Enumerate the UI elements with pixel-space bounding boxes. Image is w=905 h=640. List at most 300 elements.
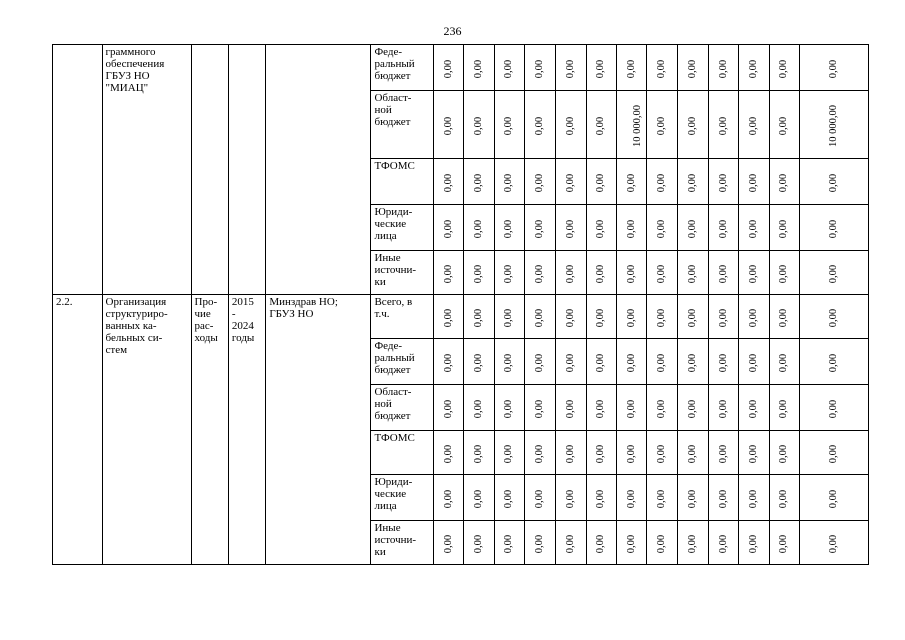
amount-value: 0,00 (473, 489, 485, 508)
amount-value: 0,00 (778, 59, 790, 78)
amount-value: 0,00 (595, 489, 607, 508)
amount-value: 0,00 (748, 489, 760, 508)
amount-value: 0,00 (625, 219, 637, 238)
funding-source-cell: Иные источни- ки (371, 251, 434, 295)
amount-cell (617, 205, 647, 251)
amount-value: 0,00 (686, 116, 698, 135)
amount-value: 0,00 (717, 116, 729, 135)
amount-value: 0,00 (442, 444, 454, 463)
amount-value: 0,00 (717, 489, 729, 508)
funding-source-cell: Всего, в т.ч. (371, 295, 434, 339)
amount-value: 0,00 (595, 308, 607, 327)
amount-cell (525, 45, 556, 91)
amount-value: 0,00 (625, 264, 637, 283)
amount-cell (556, 521, 586, 565)
amount-cell (739, 475, 769, 521)
amount-value: 0,00 (565, 353, 577, 372)
amount-value: 0,00 (656, 173, 668, 192)
amount-cell (464, 339, 494, 385)
amount-value: 0,00 (828, 353, 840, 372)
amount-cell (494, 431, 524, 475)
amount-value: 0,00 (473, 173, 485, 192)
amount-cell (677, 251, 708, 295)
amount-cell (709, 205, 739, 251)
amount-cell (800, 385, 869, 431)
amount-value: 0,00 (625, 59, 637, 78)
amount-value: 0,00 (625, 444, 637, 463)
amount-cell (464, 475, 494, 521)
amount-value: 0,00 (534, 219, 546, 238)
amount-value: 0,00 (778, 264, 790, 283)
amount-cell (464, 45, 494, 91)
amount-cell (556, 431, 586, 475)
amount-value: 0,00 (595, 353, 607, 372)
amount-value: 0,00 (717, 399, 729, 418)
amount-value: 0,00 (565, 264, 577, 283)
amount-cell (709, 91, 739, 159)
amount-cell (586, 339, 616, 385)
amount-value: 0,00 (565, 116, 577, 135)
amount-value: 0,00 (828, 534, 840, 553)
amount-value: 0,00 (656, 534, 668, 553)
amount-value: 0,00 (503, 444, 515, 463)
amount-cell (769, 251, 799, 295)
amount-cell (464, 91, 494, 159)
amount-cell (677, 159, 708, 205)
table-row (53, 45, 869, 91)
amount-value: 0,00 (748, 116, 760, 135)
amount-value: 0,00 (473, 534, 485, 553)
amount-cell (525, 251, 556, 295)
amount-value: 0,00 (828, 219, 840, 238)
amount-value: 0,00 (748, 308, 760, 327)
amount-value: 0,00 (656, 489, 668, 508)
amount-value: 0,00 (442, 308, 454, 327)
amount-value: 0,00 (473, 444, 485, 463)
executor-cell (266, 45, 371, 295)
amount-value: 0,00 (717, 173, 729, 192)
amount-cell (800, 295, 869, 339)
amount-value: 0,00 (565, 308, 577, 327)
amount-value: 0,00 (686, 444, 698, 463)
amount-value: 0,00 (717, 308, 729, 327)
amount-value: 0,00 (686, 219, 698, 238)
amount-value: 0,00 (717, 59, 729, 78)
amount-value: 0,00 (503, 534, 515, 553)
amount-value: 0,00 (442, 534, 454, 553)
amount-value: 0,00 (442, 116, 454, 135)
amount-cell (525, 205, 556, 251)
amount-value: 0,00 (534, 534, 546, 553)
amount-cell (586, 91, 616, 159)
amount-cell (434, 339, 464, 385)
amount-value: 0,00 (828, 399, 840, 418)
amount-cell (800, 205, 869, 251)
amount-cell (739, 45, 769, 91)
amount-cell (434, 295, 464, 339)
amount-value: 0,00 (625, 173, 637, 192)
amount-value: 0,00 (828, 444, 840, 463)
amount-cell (586, 431, 616, 475)
amount-cell (556, 295, 586, 339)
amount-cell (617, 339, 647, 385)
amount-cell (525, 339, 556, 385)
amount-value: 0,00 (442, 264, 454, 283)
amount-cell (677, 475, 708, 521)
amount-cell (800, 339, 869, 385)
amount-cell (494, 385, 524, 431)
amount-cell (586, 45, 616, 91)
amount-cell (739, 295, 769, 339)
amount-cell (647, 45, 677, 91)
amount-value: 0,00 (534, 353, 546, 372)
amount-cell (769, 385, 799, 431)
amount-cell (647, 91, 677, 159)
amount-cell (494, 45, 524, 91)
amount-cell (525, 475, 556, 521)
amount-cell (769, 475, 799, 521)
amount-cell (677, 339, 708, 385)
amount-cell (647, 475, 677, 521)
amount-cell (709, 385, 739, 431)
amount-cell (769, 431, 799, 475)
amount-cell (647, 205, 677, 251)
amount-cell (556, 475, 586, 521)
amount-cell (769, 339, 799, 385)
amount-cell (556, 205, 586, 251)
amount-cell (709, 475, 739, 521)
amount-cell (709, 159, 739, 205)
amount-value: 0,00 (778, 399, 790, 418)
amount-cell (677, 205, 708, 251)
amount-value: 0,00 (503, 489, 515, 508)
amount-value: 0,00 (473, 59, 485, 78)
amount-cell (739, 521, 769, 565)
amount-cell (800, 159, 869, 205)
amount-value: 10 000,00 (828, 104, 840, 147)
amount-value: 0,00 (625, 489, 637, 508)
amount-cell (709, 251, 739, 295)
amount-value: 0,00 (686, 173, 698, 192)
amount-value: 0,00 (473, 116, 485, 135)
amount-cell (494, 521, 524, 565)
amount-cell (647, 159, 677, 205)
amount-value: 0,00 (503, 59, 515, 78)
amount-cell (709, 339, 739, 385)
amount-cell (617, 521, 647, 565)
amount-value: 0,00 (534, 399, 546, 418)
amount-cell (739, 251, 769, 295)
amount-cell (647, 431, 677, 475)
amount-value: 0,00 (717, 219, 729, 238)
amount-value: 0,00 (442, 489, 454, 508)
amount-cell (434, 521, 464, 565)
amount-cell (494, 205, 524, 251)
amount-value: 0,00 (717, 444, 729, 463)
amount-value: 0,00 (828, 264, 840, 283)
amount-value: 0,00 (565, 534, 577, 553)
amount-value: 0,00 (717, 353, 729, 372)
amount-cell (617, 159, 647, 205)
amount-value: 0,00 (442, 399, 454, 418)
amount-value: 0,00 (442, 353, 454, 372)
amount-cell (617, 431, 647, 475)
amount-value: 0,00 (748, 444, 760, 463)
amount-cell (494, 475, 524, 521)
amount-value: 0,00 (656, 399, 668, 418)
amount-cell (556, 45, 586, 91)
amount-cell (464, 431, 494, 475)
amount-value: 0,00 (565, 219, 577, 238)
amount-cell (647, 385, 677, 431)
amount-value: 0,00 (442, 219, 454, 238)
amount-cell (586, 205, 616, 251)
amount-value: 0,00 (778, 534, 790, 553)
amount-value: 0,00 (828, 59, 840, 78)
amount-cell (434, 475, 464, 521)
amount-value: 0,00 (828, 489, 840, 508)
amount-value: 0,00 (778, 353, 790, 372)
row-index-cell: 2.2. (53, 295, 103, 565)
amount-value: 0,00 (686, 59, 698, 78)
period-cell (228, 45, 265, 295)
amount-value: 0,00 (534, 444, 546, 463)
amount-value: 0,00 (565, 59, 577, 78)
amount-value: 0,00 (565, 399, 577, 418)
amount-cell (525, 159, 556, 205)
budget-table (52, 44, 869, 565)
amount-value: 0,00 (686, 489, 698, 508)
amount-value: 0,00 (565, 173, 577, 192)
funding-source-cell: ТФОМС (371, 159, 434, 205)
amount-cell (525, 91, 556, 159)
amount-value: 0,00 (717, 264, 729, 283)
amount-value: 0,00 (656, 59, 668, 78)
amount-value: 0,00 (503, 173, 515, 192)
amount-cell (769, 521, 799, 565)
amount-cell (464, 521, 494, 565)
expense-category-cell (191, 45, 228, 295)
event-name-cell: граммного обеспечения ГБУЗ НО "МИАЦ" (102, 45, 191, 295)
amount-value: 0,00 (625, 399, 637, 418)
amount-value: 10 000,00 (632, 104, 644, 147)
amount-cell (556, 385, 586, 431)
funding-source-cell: Област- ной бюджет (371, 91, 434, 159)
amount-value: 0,00 (686, 534, 698, 553)
row-index-cell (53, 45, 103, 295)
amount-value: 0,00 (503, 308, 515, 327)
amount-cell (709, 45, 739, 91)
amount-value: 0,00 (717, 534, 729, 553)
amount-cell (647, 339, 677, 385)
amount-cell (769, 159, 799, 205)
funding-source-cell: Феде- ральный бюджет (371, 45, 434, 91)
amount-value: 0,00 (503, 399, 515, 418)
event-name-cell: Организация структуриро- ванных ка- бельных си- стем (102, 295, 191, 565)
amount-value: 0,00 (534, 264, 546, 283)
amount-cell (494, 295, 524, 339)
amount-value: 0,00 (503, 264, 515, 283)
amount-cell (677, 295, 708, 339)
amount-value: 0,00 (778, 219, 790, 238)
amount-value: 0,00 (503, 353, 515, 372)
amount-value: 0,00 (534, 489, 546, 508)
amount-cell (769, 91, 799, 159)
amount-cell (647, 251, 677, 295)
amount-cell (739, 339, 769, 385)
amount-value: 0,00 (748, 173, 760, 192)
amount-cell (434, 159, 464, 205)
amount-cell (709, 431, 739, 475)
amount-value: 0,00 (595, 219, 607, 238)
amount-cell (769, 45, 799, 91)
amount-cell (800, 475, 869, 521)
amount-cell (464, 251, 494, 295)
amount-value: 0,00 (534, 173, 546, 192)
amount-value: 0,00 (473, 353, 485, 372)
expense-category-cell: Про- чие рас- ходы (191, 295, 228, 565)
amount-value: 0,00 (656, 219, 668, 238)
amount-value: 0,00 (656, 116, 668, 135)
executor-cell: Минздрав НО; ГБУЗ НО (266, 295, 371, 565)
funding-source-cell: Юриди- ческие лица (371, 205, 434, 251)
amount-cell (617, 91, 647, 159)
amount-cell (464, 205, 494, 251)
amount-value: 0,00 (595, 173, 607, 192)
amount-cell (739, 385, 769, 431)
amount-cell (617, 295, 647, 339)
amount-value: 0,00 (595, 444, 607, 463)
amount-cell (586, 295, 616, 339)
amount-value: 0,00 (595, 116, 607, 135)
amount-cell (494, 339, 524, 385)
amount-value: 0,00 (748, 59, 760, 78)
amount-value: 0,00 (534, 116, 546, 135)
funding-source-cell: Феде- ральный бюджет (371, 339, 434, 385)
amount-value: 0,00 (503, 116, 515, 135)
amount-cell (586, 385, 616, 431)
amount-cell (739, 159, 769, 205)
amount-value: 0,00 (625, 353, 637, 372)
amount-cell (800, 431, 869, 475)
amount-cell (525, 295, 556, 339)
amount-cell (800, 521, 869, 565)
amount-value: 0,00 (625, 534, 637, 553)
amount-cell (769, 205, 799, 251)
amount-value: 0,00 (686, 264, 698, 283)
amount-value: 0,00 (473, 308, 485, 327)
amount-value: 0,00 (778, 173, 790, 192)
amount-cell (586, 475, 616, 521)
period-cell: 2015 - 2024 годы (228, 295, 265, 565)
amount-value: 0,00 (656, 308, 668, 327)
amount-cell (586, 159, 616, 205)
amount-cell (739, 91, 769, 159)
amount-value: 0,00 (828, 308, 840, 327)
amount-value: 0,00 (656, 264, 668, 283)
amount-cell (677, 431, 708, 475)
amount-value: 0,00 (473, 219, 485, 238)
amount-value: 0,00 (748, 534, 760, 553)
amount-cell (434, 385, 464, 431)
amount-value: 0,00 (442, 59, 454, 78)
amount-value: 0,00 (534, 59, 546, 78)
amount-cell (617, 45, 647, 91)
amount-value: 0,00 (625, 308, 637, 327)
amount-value: 0,00 (778, 444, 790, 463)
amount-value: 0,00 (534, 308, 546, 327)
amount-cell (464, 385, 494, 431)
amount-cell (709, 295, 739, 339)
funding-source-cell: Юриди- ческие лица (371, 475, 434, 521)
amount-value: 0,00 (656, 353, 668, 372)
amount-cell (677, 521, 708, 565)
amount-cell (677, 91, 708, 159)
amount-value: 0,00 (686, 399, 698, 418)
amount-cell (556, 339, 586, 385)
table-row (53, 295, 869, 339)
page-number: 236 (443, 24, 462, 38)
amount-cell (617, 385, 647, 431)
amount-value: 0,00 (595, 264, 607, 283)
amount-cell (800, 45, 869, 91)
amount-value: 0,00 (473, 399, 485, 418)
amount-value: 0,00 (473, 264, 485, 283)
amount-cell (800, 251, 869, 295)
amount-value: 0,00 (565, 489, 577, 508)
amount-value: 0,00 (778, 489, 790, 508)
funding-source-cell: Област- ной бюджет (371, 385, 434, 431)
funding-source-cell: Иные источни- ки (371, 521, 434, 565)
amount-value: 0,00 (595, 399, 607, 418)
amount-cell (556, 159, 586, 205)
amount-value: 0,00 (778, 308, 790, 327)
amount-value: 0,00 (595, 59, 607, 78)
amount-cell (617, 475, 647, 521)
amount-cell (464, 159, 494, 205)
amount-cell (586, 521, 616, 565)
amount-value: 0,00 (748, 353, 760, 372)
amount-cell (709, 521, 739, 565)
amount-cell (525, 431, 556, 475)
amount-value: 0,00 (656, 444, 668, 463)
amount-cell (617, 251, 647, 295)
funding-source-cell: ТФОМС (371, 431, 434, 475)
amount-cell (769, 295, 799, 339)
amount-value: 0,00 (748, 219, 760, 238)
amount-cell (647, 521, 677, 565)
amount-value: 0,00 (778, 116, 790, 135)
amount-cell (556, 251, 586, 295)
amount-cell (494, 251, 524, 295)
amount-cell (677, 45, 708, 91)
amount-cell (494, 159, 524, 205)
amount-cell (800, 91, 869, 159)
amount-cell (494, 91, 524, 159)
amount-cell (647, 295, 677, 339)
amount-cell (525, 521, 556, 565)
amount-value: 0,00 (828, 173, 840, 192)
amount-value: 0,00 (565, 444, 577, 463)
amount-cell (556, 91, 586, 159)
amount-cell (434, 45, 464, 91)
amount-value: 0,00 (748, 399, 760, 418)
amount-value: 0,00 (503, 219, 515, 238)
amount-value: 0,00 (686, 308, 698, 327)
amount-cell (464, 295, 494, 339)
amount-cell (677, 385, 708, 431)
amount-cell (586, 251, 616, 295)
